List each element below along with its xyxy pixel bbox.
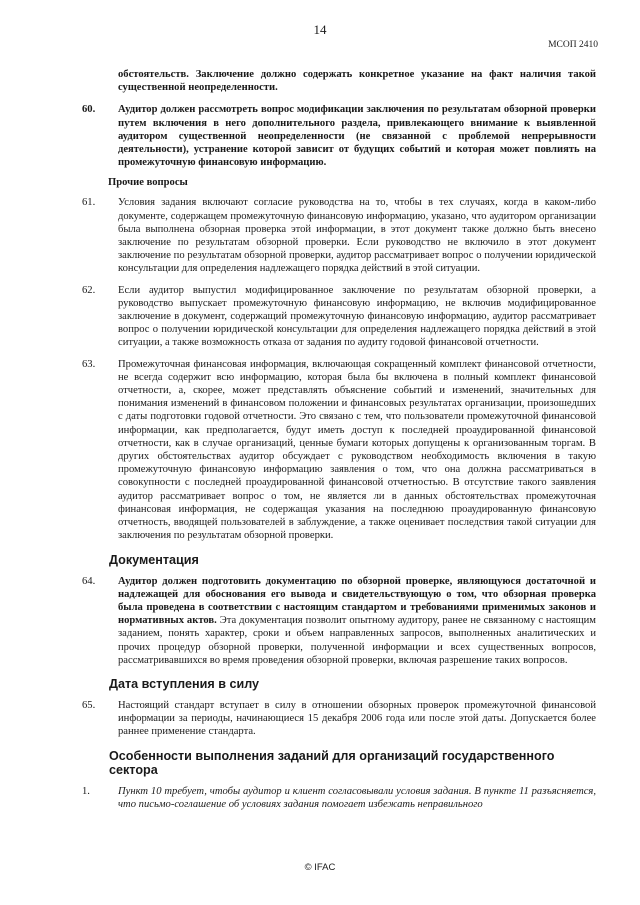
paragraph-64 xyxy=(82,575,596,667)
paragraph-text: Настоящий стандарт вступает в силу в отношении обзорных проверок промежуточной финансовой информации за периоды, начинающиеся 15 декабря 2006 года или после этой даты. Допускается более раннее применение стандарта. xyxy=(118,699,596,738)
paragraph-63 xyxy=(82,358,596,543)
public-sector-heading: Особенности выполнения заданий для организаций государственного сектора xyxy=(109,748,555,777)
other-issues-heading: Прочие вопросы xyxy=(108,177,188,189)
documentation-heading: Документация xyxy=(109,552,199,567)
paragraph-number: 1. xyxy=(82,785,90,797)
paragraph-number: 60. xyxy=(82,104,96,116)
paragraph-text: Аудитор должен рассмотреть вопрос модификации заключения по результатам обзорной проверки путем включения в него дополнительного раздела, привлекающего внимание к выявленной аудитором существенной неопределенности (не связанной с проблемой непрерывности деятельности), устранение которой зависит от будущих событий и которая может повлиять на промежуточную финансовую информацию. xyxy=(118,104,596,169)
paragraph-60 xyxy=(82,103,596,169)
paragraph-number: 62. xyxy=(82,284,96,296)
paragraph-text: Если аудитор выпустил модифицированное заключение по результатам обзорной проверки, а руководство выпускает промежуточную финансовую информацию, не включив модифицированное заключение в документ, содержащий промежуточную финансовую информацию, аудитор рассматривает вопрос о получении юридической консультации для определения надлежащего порядка действий в этой ситуации, а также возможность отказа от задания по аудиту годовой финансовой отчетности. xyxy=(118,284,596,349)
continuation-text: обстоятельств. Заключение должно содержать конкретное указание на факт наличия такой существенной неопределенности. xyxy=(118,69,596,94)
public-sector-paragraph-1 xyxy=(82,785,596,811)
paragraph-text: Промежуточная финансовая информация, включающая сокращенный комплект финансовой отчетности, не всегда содержит всю информацию, которая была бы включена в полный комплект финансовой отчетности, а, скорее, может представлять объяснение событий и изменений, значительных для понимания изменений в финансовом положении и финансовых результатах организации, произошедших с даты подготовки годовой отчетности. Это связано с тем, что пользователи промежуточной финансовой информации, как предполагается, будут иметь доступ к последней проаудированной финансовой отчетности, как в случае организаций, ценные бумаги которых допущены к организованным торгам. В других обстоятельствах аудитор обсуждает с руководством необходимость включения в такую промежуточную финансовую информацию заявления о том, что она должна рассматриваться в совокупности с последней проаудированной финансовой отчетностью. В отсутствие такого заявления аудитор рассматривает вопрос о том, не является ли в данных обстоятельствах промежуточная финансовая информация, не содержащая указания на последнюю проаудированную финансовую отчетность, вводящей пользователей в заблуждение, а также оценивает последствия такой ситуации для заключения по результатам обзорной проверки. xyxy=(118,358,596,542)
paragraph-text: Пункт 10 требует, чтобы аудитор и клиент согласовывали условия задания. В пункте 11 разъясняется, что письмо-соглашение об условиях задания помогает избежать неправильного xyxy=(118,785,596,810)
footer-copyright: © IFAC xyxy=(304,862,336,873)
paragraph-number: 65. xyxy=(82,699,96,711)
page-number: 14 xyxy=(313,22,327,37)
paragraph-text: Условия задания включают согласие руководства на то, чтобы в тех случаях, когда в каком-либо документе, содержащем промежуточную финансовую информацию, указано, что аудитором организации была выполнена обзорная проверка этой информации, в этот документ также должно быть внесено заключение по результатам обзорной проверки. Если руководство не включило в этот документ заключение по результатам обзорной проверки, аудитор рассматривает вопрос о получении юридической консультации для определения надлежащего порядка действий в этой ситуации. xyxy=(118,197,596,275)
paragraph-number: 64. xyxy=(82,575,96,587)
paragraph-number: 61. xyxy=(82,197,96,209)
paragraph-65 xyxy=(82,699,596,739)
paragraph-bold-lead: Аудитор должен подготовить документацию по обзорной проверке, являющуюся достаточной и надлежащей для обоснования его вывода и свидетельствующую о том, что обзорная проверка была проведена в соответствии с настоящим стандартом и требованиями применимых законов и нормативных актов. xyxy=(118,575,596,627)
paragraph-text: Эта документация позволит опытному аудитору, ранее не связанному с настоящим заданием, понять характер, сроки и объем направленных запросов, выполненных аналитических и прочих процедур обзорной проверки, полученной информации и всех существенных вопросов, рассматривавшихся во время проведения обзорной проверки, включая разрешение таких вопросов. xyxy=(118,615,596,666)
paragraph-number: 63. xyxy=(82,358,96,370)
standard-code: МСОП 2410 xyxy=(548,40,598,50)
paragraph-62 xyxy=(82,284,596,350)
paragraph-61 xyxy=(82,196,596,275)
effective-date-heading: Дата вступления в силу xyxy=(109,676,260,691)
page-content xyxy=(82,68,596,819)
